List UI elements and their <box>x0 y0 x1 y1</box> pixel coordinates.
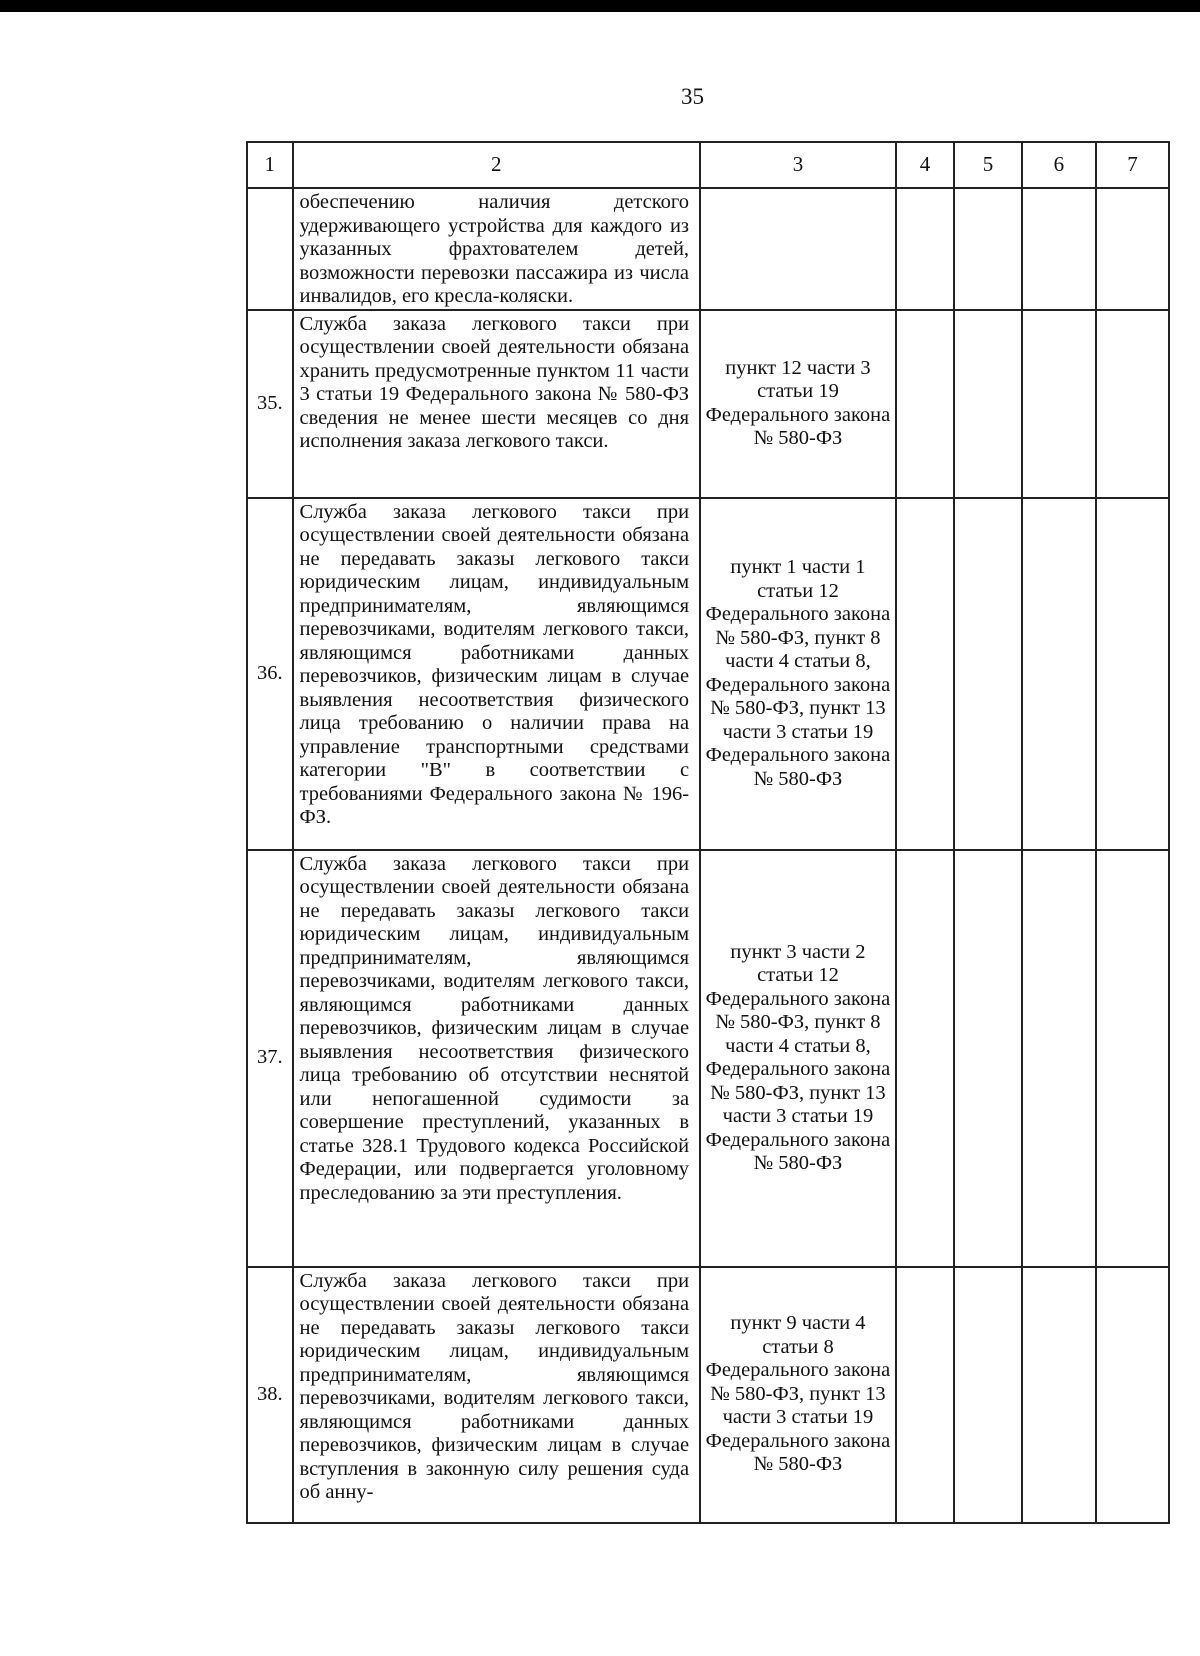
empty-cell <box>896 1267 954 1523</box>
row-number: 38. <box>247 1267 293 1523</box>
legal-reference <box>700 188 896 310</box>
empty-cell <box>1022 188 1096 310</box>
table-row <box>247 498 1169 850</box>
empty-cell <box>896 310 954 498</box>
empty-cell <box>896 850 954 1267</box>
legal-reference: пункт 12 части 3 статьи 19 Федерального закона № 580-ФЗ <box>700 310 896 498</box>
empty-cell <box>896 498 954 850</box>
page-number: 35 <box>681 84 704 109</box>
empty-cell <box>954 1267 1022 1523</box>
legal-reference: пункт 9 части 4 статьи 8 Федерального закона № 580-ФЗ, пункт 13 части 3 статьи 19 Федерального закона № 580-ФЗ <box>700 1267 896 1523</box>
empty-cell <box>1096 498 1169 850</box>
empty-cell <box>1022 310 1096 498</box>
row-number: 36. <box>247 498 293 850</box>
empty-cell <box>896 188 954 310</box>
legal-reference: пункт 3 части 2 статьи 12 Федерального закона № 580-ФЗ, пункт 8 части 4 статьи 8, Федерального закона № 580-ФЗ, пункт 13 части 3 статьи 19 Федерального закона № 580-ФЗ <box>700 850 896 1267</box>
header-cell: 1 <box>247 142 293 188</box>
empty-cell <box>1022 850 1096 1267</box>
row-number: 37. <box>247 850 293 1267</box>
header-cell: 6 <box>1022 142 1096 188</box>
empty-cell <box>954 850 1022 1267</box>
requirement-text: Служба заказа легкового такси при осуществлении своей деятельности обязана не передавать заказы легкового такси юридическим лицам, индивидуальным предпринимателям, являющимся перевозчиками, водителям легкового такси, являющимся работниками данных перевозчиков, физическим лицам в случае выявления несоответствия физического лица требованию об отсутствии неснятой или непогашенной судимости за совершение преступлений, указанных в статье 328.1 Трудового кодекса Российской Федерации, или подвергается уголовному преследованию за эти преступления. <box>293 850 701 1267</box>
header-cell: 3 <box>700 142 896 188</box>
requirements-table <box>246 141 1170 1524</box>
empty-cell <box>1096 310 1169 498</box>
empty-cell <box>1096 188 1169 310</box>
table-header-row <box>247 142 1169 188</box>
requirement-text: Служба заказа легкового такси при осуществлении своей деятельности обязана не передавать заказы легкового такси юридическим лицам, индивидуальным предпринимателям, являющимся перевозчиками, водителям легкового такси, являющимся работниками данных перевозчиков, физическим лицам в случае выявления несоответствия физического лица требованию о наличии права на управление транспортными средствами категории "В" в соответствии с требованиями Федерального закона № 196-ФЗ. <box>293 498 701 850</box>
row-number: 35. <box>247 310 293 498</box>
legal-reference: пункт 1 части 1 статьи 12 Федерального закона № 580-ФЗ, пункт 8 части 4 статьи 8, Федерального закона № 580-ФЗ, пункт 13 части 3 статьи 19 Федерального закона № 580-ФЗ <box>700 498 896 850</box>
table-row <box>247 188 1169 310</box>
row-number <box>247 188 293 310</box>
header-cell: 5 <box>954 142 1022 188</box>
table-row <box>247 850 1169 1267</box>
requirement-text: Служба заказа легкового такси при осуществлении своей деятельности обязана хранить предусмотренные пунктом 11 части 3 статьи 19 Федерального закона № 580-ФЗ сведения не менее шести месяцев со дня исполнения заказа легкового такси. <box>293 310 701 498</box>
empty-cell <box>954 498 1022 850</box>
table-row <box>247 310 1169 498</box>
empty-cell <box>954 188 1022 310</box>
table-row <box>247 1267 1169 1523</box>
header-cell: 2 <box>293 142 701 188</box>
empty-cell <box>1022 1267 1096 1523</box>
header-cell: 7 <box>1096 142 1169 188</box>
empty-cell <box>954 310 1022 498</box>
requirement-text: Служба заказа легкового такси при осуществлении своей деятельности обязана не передавать заказы легкового такси юридическим лицам, индивидуальным предпринимателям, являющимся перевозчиками, водителям легкового такси, являющимся работниками данных перевозчиков, физическим лицам в случае вступления в законную силу решения суда об анну- <box>293 1267 701 1523</box>
empty-cell <box>1096 1267 1169 1523</box>
empty-cell <box>1096 850 1169 1267</box>
header-cell: 4 <box>896 142 954 188</box>
empty-cell <box>1022 498 1096 850</box>
scan-edge <box>0 0 1200 12</box>
requirement-text: обеспечению наличия детского удерживающего устройства для каждого из указанных фрахтователем детей, возможности перевозки пассажира из числа инвалидов, его кресла-коляски. <box>293 188 701 310</box>
